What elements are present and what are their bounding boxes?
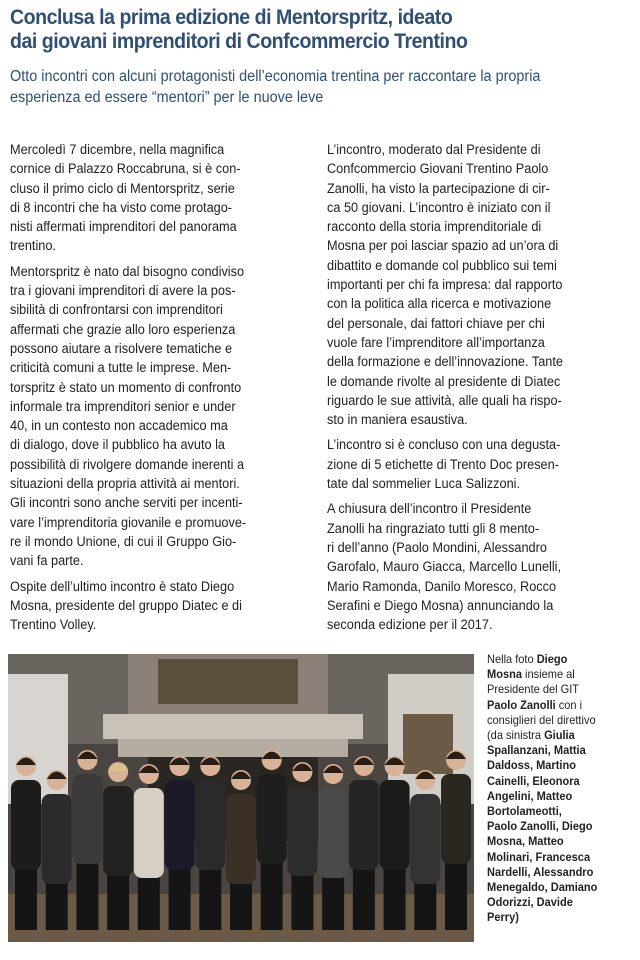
paragraph-line: di 8 incontri che ha visto come protago- xyxy=(10,199,233,215)
paragraph-line: Mercoledì 7 dicembre, nella magnifica xyxy=(10,142,225,157)
paragraph-line: Confcommercio Giovani Trentino Paolo xyxy=(327,161,549,177)
article-headline xyxy=(10,6,630,54)
caption-name: Mosna xyxy=(487,667,522,682)
caption-line xyxy=(487,743,625,758)
paragraph-line: racconto della storia imprenditoriale di xyxy=(327,219,542,235)
person-silhouette xyxy=(134,764,164,930)
paragraph-line: Mosna, presidente del gruppo Diatec e di xyxy=(10,597,242,613)
paragraph-line: possibilità di rivolgere domande inerenti a xyxy=(10,456,245,472)
subheading-line: esperienza ed essere “mentori” per le nuove leve xyxy=(10,89,324,106)
headline-line: Conclusa la prima edizione di Mentorspritz, ideato xyxy=(10,6,453,29)
paragraph-line: Ospite dell’ultimo incontro è stato Diego xyxy=(10,578,235,594)
caption-name: Angelini, Matteo xyxy=(487,788,573,803)
caption-line xyxy=(487,698,625,713)
paragraph-line: del personale, dai fattori chiave per chi xyxy=(327,315,545,331)
article-column-left xyxy=(10,140,310,640)
paragraph-line: della formazione e dell’innovazione. Tante xyxy=(327,354,563,370)
paragraph-line: Trentino Volley. xyxy=(10,617,97,633)
caption-line xyxy=(487,880,625,895)
caption-name: Paolo Zanolli xyxy=(487,697,556,712)
paragraph-line: ca 50 giovani. L’incontro è iniziato con il xyxy=(327,199,551,215)
caption-line xyxy=(487,819,625,834)
caption-line xyxy=(487,682,625,697)
caption-name: Molinari, Francesca xyxy=(487,849,591,864)
caption-name: Odorizzi, Davide xyxy=(487,895,573,910)
person-silhouette xyxy=(11,756,41,930)
caption-name: Giulia xyxy=(544,728,575,743)
caption-name: Daldoss, Martino xyxy=(487,758,576,773)
paragraph-line: Zanolli, ha visto la partecipazione di cir- xyxy=(327,180,550,196)
group-photo-image xyxy=(8,654,474,942)
paragraph-line: nisti affermati imprenditori del panorama xyxy=(10,219,237,235)
paragraph-line: L’incontro si è concluso con una degusta- xyxy=(327,437,561,453)
person-silhouette xyxy=(72,750,102,930)
paragraph-line: Gli incontri sono anche serviti per incenti- xyxy=(10,495,243,511)
paragraph-line: ri dell’anno (Paolo Mondini, Alessandro xyxy=(327,539,547,555)
caption-text: insieme al xyxy=(521,667,575,682)
paragraph-line: vani fa parte. xyxy=(10,553,84,569)
paragraph-line: vare l’imprenditoria giovanile e promuove- xyxy=(10,514,247,530)
paragraph-line: A chiusura dell’incontro il Presidente xyxy=(327,501,532,517)
paragraph-line: situazioni della propria attività ai mentori. xyxy=(10,476,240,492)
paragraph-line: vuole fare l’imprenditore all’importanza xyxy=(327,334,545,350)
paragraph-line: Mario Ramonda, Danilo Moresco, Rocco xyxy=(327,578,557,594)
caption-name: Bortolameotti, xyxy=(487,804,562,819)
caption-name: Spallanzani, Mattia xyxy=(487,743,586,758)
caption-name: Diego xyxy=(536,652,568,666)
paragraph-line: di dialogo, dove il pubblico ha avuto la xyxy=(10,437,226,453)
paragraph-line: riguardo le sue attività, alle quali ha rispo- xyxy=(327,392,562,408)
caption-text: consiglieri del direttivo xyxy=(487,712,596,727)
person-silhouette xyxy=(257,750,287,930)
paragraph-line: zione di 5 etichette di Trento Doc presen- xyxy=(327,456,559,472)
paragraph-line: 40, in un contesto non accademico ma xyxy=(10,418,228,434)
paragraph-line: sto in maniera esaustiva. xyxy=(327,412,468,428)
subheading-line: Otto incontri con alcuni protagonisti dell’economia trentina per raccontare la propria xyxy=(10,68,541,85)
paragraph-line: importanti per chi fa impresa: dal rapporto xyxy=(327,277,563,293)
article-subheading xyxy=(10,66,605,108)
caption-line xyxy=(487,834,625,849)
caption-line xyxy=(487,758,625,773)
person-silhouette xyxy=(103,762,133,930)
article-paragraph xyxy=(327,499,627,634)
paragraph-line: tate dal sommelier Luca Salizzoni. xyxy=(327,476,521,492)
paragraph-line: le domande rivolte al presidente di Diatec xyxy=(327,373,561,389)
caption-line xyxy=(487,713,625,728)
paragraph-line: Garofalo, Mauro Giacca, Marcello Lunelli, xyxy=(327,559,562,575)
caption-name: Mosna, Matteo xyxy=(487,834,564,849)
person-silhouette xyxy=(287,762,317,930)
caption-text: con i xyxy=(555,697,583,712)
person-silhouette xyxy=(380,756,410,930)
paragraph-line: tra i giovani imprenditori di avere la pos- xyxy=(10,283,236,299)
article-paragraph xyxy=(10,577,310,635)
paragraph-line: cluso il primo ciclo di Mentorspritz, serie xyxy=(10,180,235,196)
caption-line xyxy=(487,804,625,819)
paragraph-line: con la politica alla ricerca e motivazione xyxy=(327,296,552,312)
paragraph-line: affermati che grazie allo loro esperienza xyxy=(10,321,236,337)
caption-name: Menegaldo, Damiano xyxy=(487,880,598,895)
person-silhouette xyxy=(349,756,379,930)
article-column-right xyxy=(327,140,627,640)
paragraph-line: sibilità di confrontarsi con imprenditori xyxy=(10,302,223,318)
paragraph-line: Mentorspritz è nato dal bisogno condiviso xyxy=(10,263,245,279)
caption-line xyxy=(487,789,625,804)
article-paragraph xyxy=(10,262,310,571)
caption-line xyxy=(487,910,625,925)
paragraph-line: Serafini e Diego Mosna) annunciando la xyxy=(327,597,554,613)
paragraph-line: torspritz è stato un momento di confronto xyxy=(10,379,242,395)
caption-text: (da sinistra xyxy=(487,728,545,743)
photo-caption xyxy=(487,652,625,926)
article-paragraph xyxy=(327,140,627,429)
caption-line xyxy=(487,667,625,682)
paragraph-line: trentino. xyxy=(10,238,56,254)
paragraph-line: dibattito e domande col pubblico sui temi xyxy=(327,257,557,273)
person-silhouette xyxy=(318,764,348,930)
caption-line xyxy=(487,728,625,743)
paragraph-line: cornice di Palazzo Roccabruna, si è con- xyxy=(10,161,241,177)
caption-line xyxy=(487,652,625,667)
group-photo xyxy=(8,654,474,942)
paragraph-line: Mosna per poi lasciar spazio ad un’ora di xyxy=(327,238,559,254)
caption-name: Nardelli, Alessandro xyxy=(487,864,594,879)
paragraph-line: L’incontro, moderato dal Presidente di xyxy=(327,142,541,157)
person-silhouette xyxy=(165,756,195,930)
caption-line xyxy=(487,865,625,880)
paragraph-line: re il mondo Unione, di cui il Gruppo Gio- xyxy=(10,533,237,549)
article-paragraph xyxy=(10,140,310,256)
person-silhouette xyxy=(195,756,225,930)
caption-name: Paolo Zanolli, Diego xyxy=(487,819,593,834)
paragraph-line: possono aiutare a risolvere tematiche e xyxy=(10,340,233,356)
paragraph-line: criticità comuni a tutte le imprese. Men- xyxy=(10,360,232,376)
caption-line xyxy=(487,850,625,865)
caption-line xyxy=(487,774,625,789)
headline-line: dai giovani imprenditori di Confcommercio Trentino xyxy=(10,30,468,53)
paragraph-line: informale tra imprenditori senior e under xyxy=(10,398,236,414)
paragraph-line: seconda edizione per il 2017. xyxy=(327,617,493,633)
caption-text: Presidente del GIT xyxy=(487,682,580,697)
person-silhouette xyxy=(441,750,471,930)
paragraph-line: Zanolli ha ringraziato tutti gli 8 mento- xyxy=(327,520,540,536)
caption-text: Nella foto xyxy=(487,652,537,666)
caption-name: Perry) xyxy=(487,910,519,925)
caption-name: Cainelli, Eleonora xyxy=(487,773,580,788)
article-paragraph xyxy=(327,435,627,493)
caption-line xyxy=(487,895,625,910)
